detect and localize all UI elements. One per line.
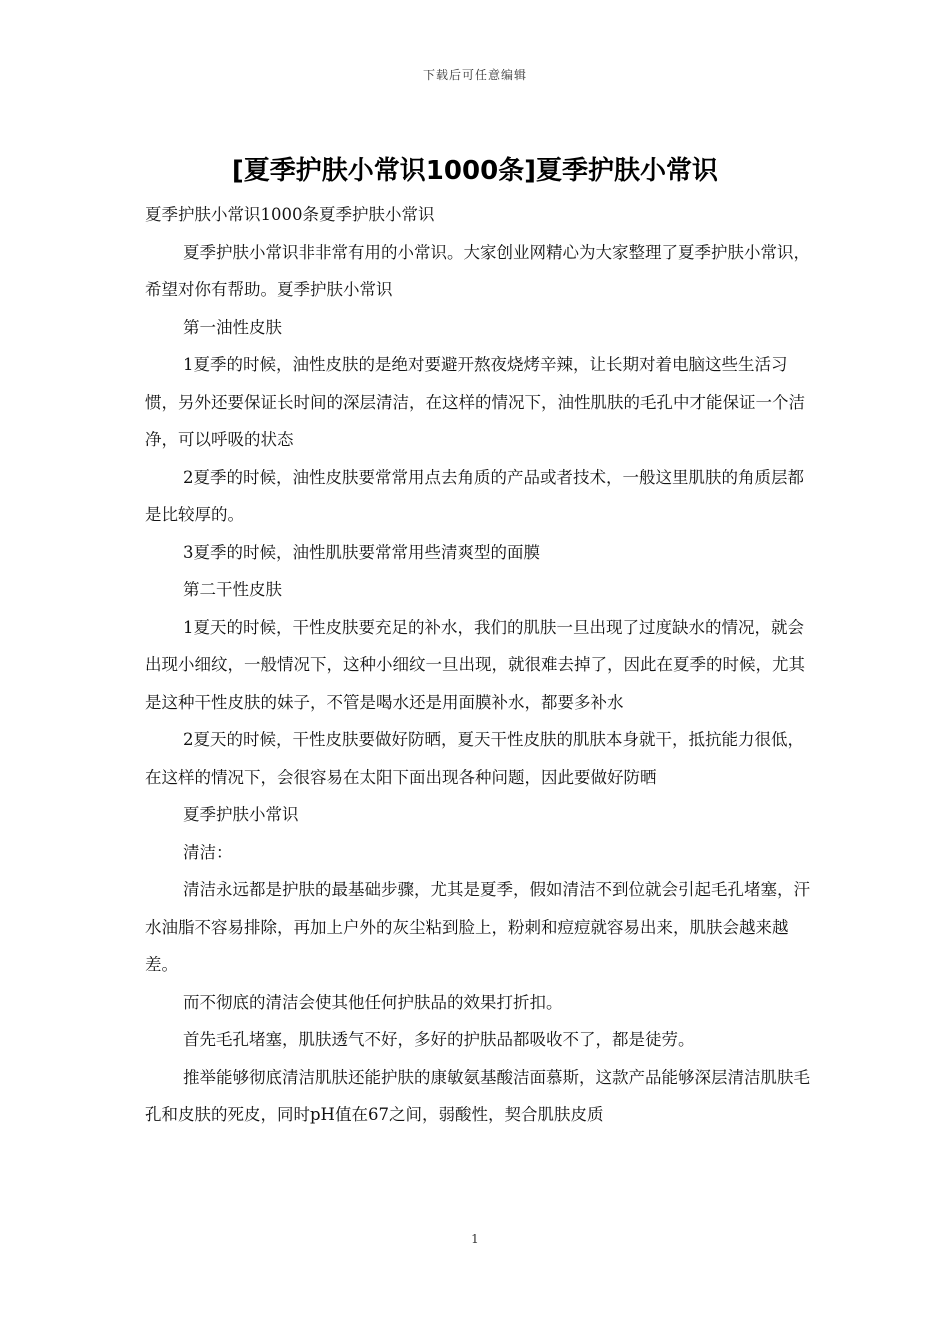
header-note: 下载后可任意编辑 <box>422 68 527 82</box>
page-number: 1 <box>471 1232 479 1246</box>
oily-skin-tip-2: 2夏季的时候，油性皮肤要常常用点去角质的产品或者技术，一般这里肌肤的角质层都是比较厚的。 <box>145 467 804 524</box>
section-heading-dry-skin: 第二干性皮肤 <box>183 580 282 599</box>
section-heading-summer-tips: 夏季护肤小常识 <box>183 805 299 824</box>
cleansing-paragraph-4: 推举能够彻底清洁肌肤还能护肤的康敏氨基酸洁面慕斯，这款产品能够深层清洁肌肤毛孔和皮肤的死皮，同时pH值在67之间，弱酸性，契合肌肤皮质 <box>145 1067 810 1124</box>
cleansing-paragraph-2: 而不彻底的清洁会使其他任何护肤品的效果打折扣。 <box>183 992 563 1012</box>
intro-paragraph: 夏季护肤小常识非非常有用的小常识。大家创业网精心为大家整理了夏季护肤小常识，希望对你有帮助。夏季护肤小常识 <box>145 242 810 299</box>
dry-skin-tip-2: 2夏天的时候，干性皮肤要做好防晒，夏天干性皮肤的肌肤本身就干，抵抗能力很低，在这样的情况下，会很容易在太阳下面出现各种问题，因此要做好防晒 <box>145 730 804 787</box>
cleansing-paragraph-1: 清洁永远都是护肤的最基础步骤，尤其是夏季，假如清洁不到位就会引起毛孔堵塞，汗水油脂不容易排除，再加上户外的灰尘粘到脸上，粉刺和痘痘就容易出来，肌肤会越来越差。 <box>145 880 810 974</box>
dry-skin-tip-1: 1夏天的时候，干性皮肤要充足的补水，我们的肌肤一旦出现了过度缺水的情况，就会出现小细纹，一般情况下，这种小细纹一旦出现，就很难去掉了，因此在夏季的时候，尤其是这种干性皮肤的妹子，不管是喝水还是用面膜补水，都要多补水 <box>145 617 805 712</box>
oily-skin-tip-3: 3夏季的时候，油性肌肤要常常用些清爽型的面膜 <box>183 542 540 562</box>
subtitle-paragraph: 夏季护肤小常识1000条夏季护肤小常识 <box>145 205 435 224</box>
oily-skin-tip-1: 1夏季的时候，油性皮肤的是绝对要避开熬夜烧烤辛辣，让长期对着电脑这些生活习惯，另外还要保证长时间的深层清洁，在这样的情况下，油性肌肤的毛孔中才能保证一个洁净，可以呼吸的状态 <box>145 355 805 449</box>
cleansing-paragraph-3: 首先毛孔堵塞，肌肤透气不好，多好的护肤品都吸收不了，都是徒劳。 <box>183 1030 695 1049</box>
document-title: [夏季护肤小常识1000条]夏季护肤小常识 <box>231 156 719 186</box>
section-heading-oily-skin: 第一油性皮肤 <box>183 317 282 337</box>
cleansing-heading: 清洁： <box>183 842 233 862</box>
document-body <box>145 196 813 1134</box>
